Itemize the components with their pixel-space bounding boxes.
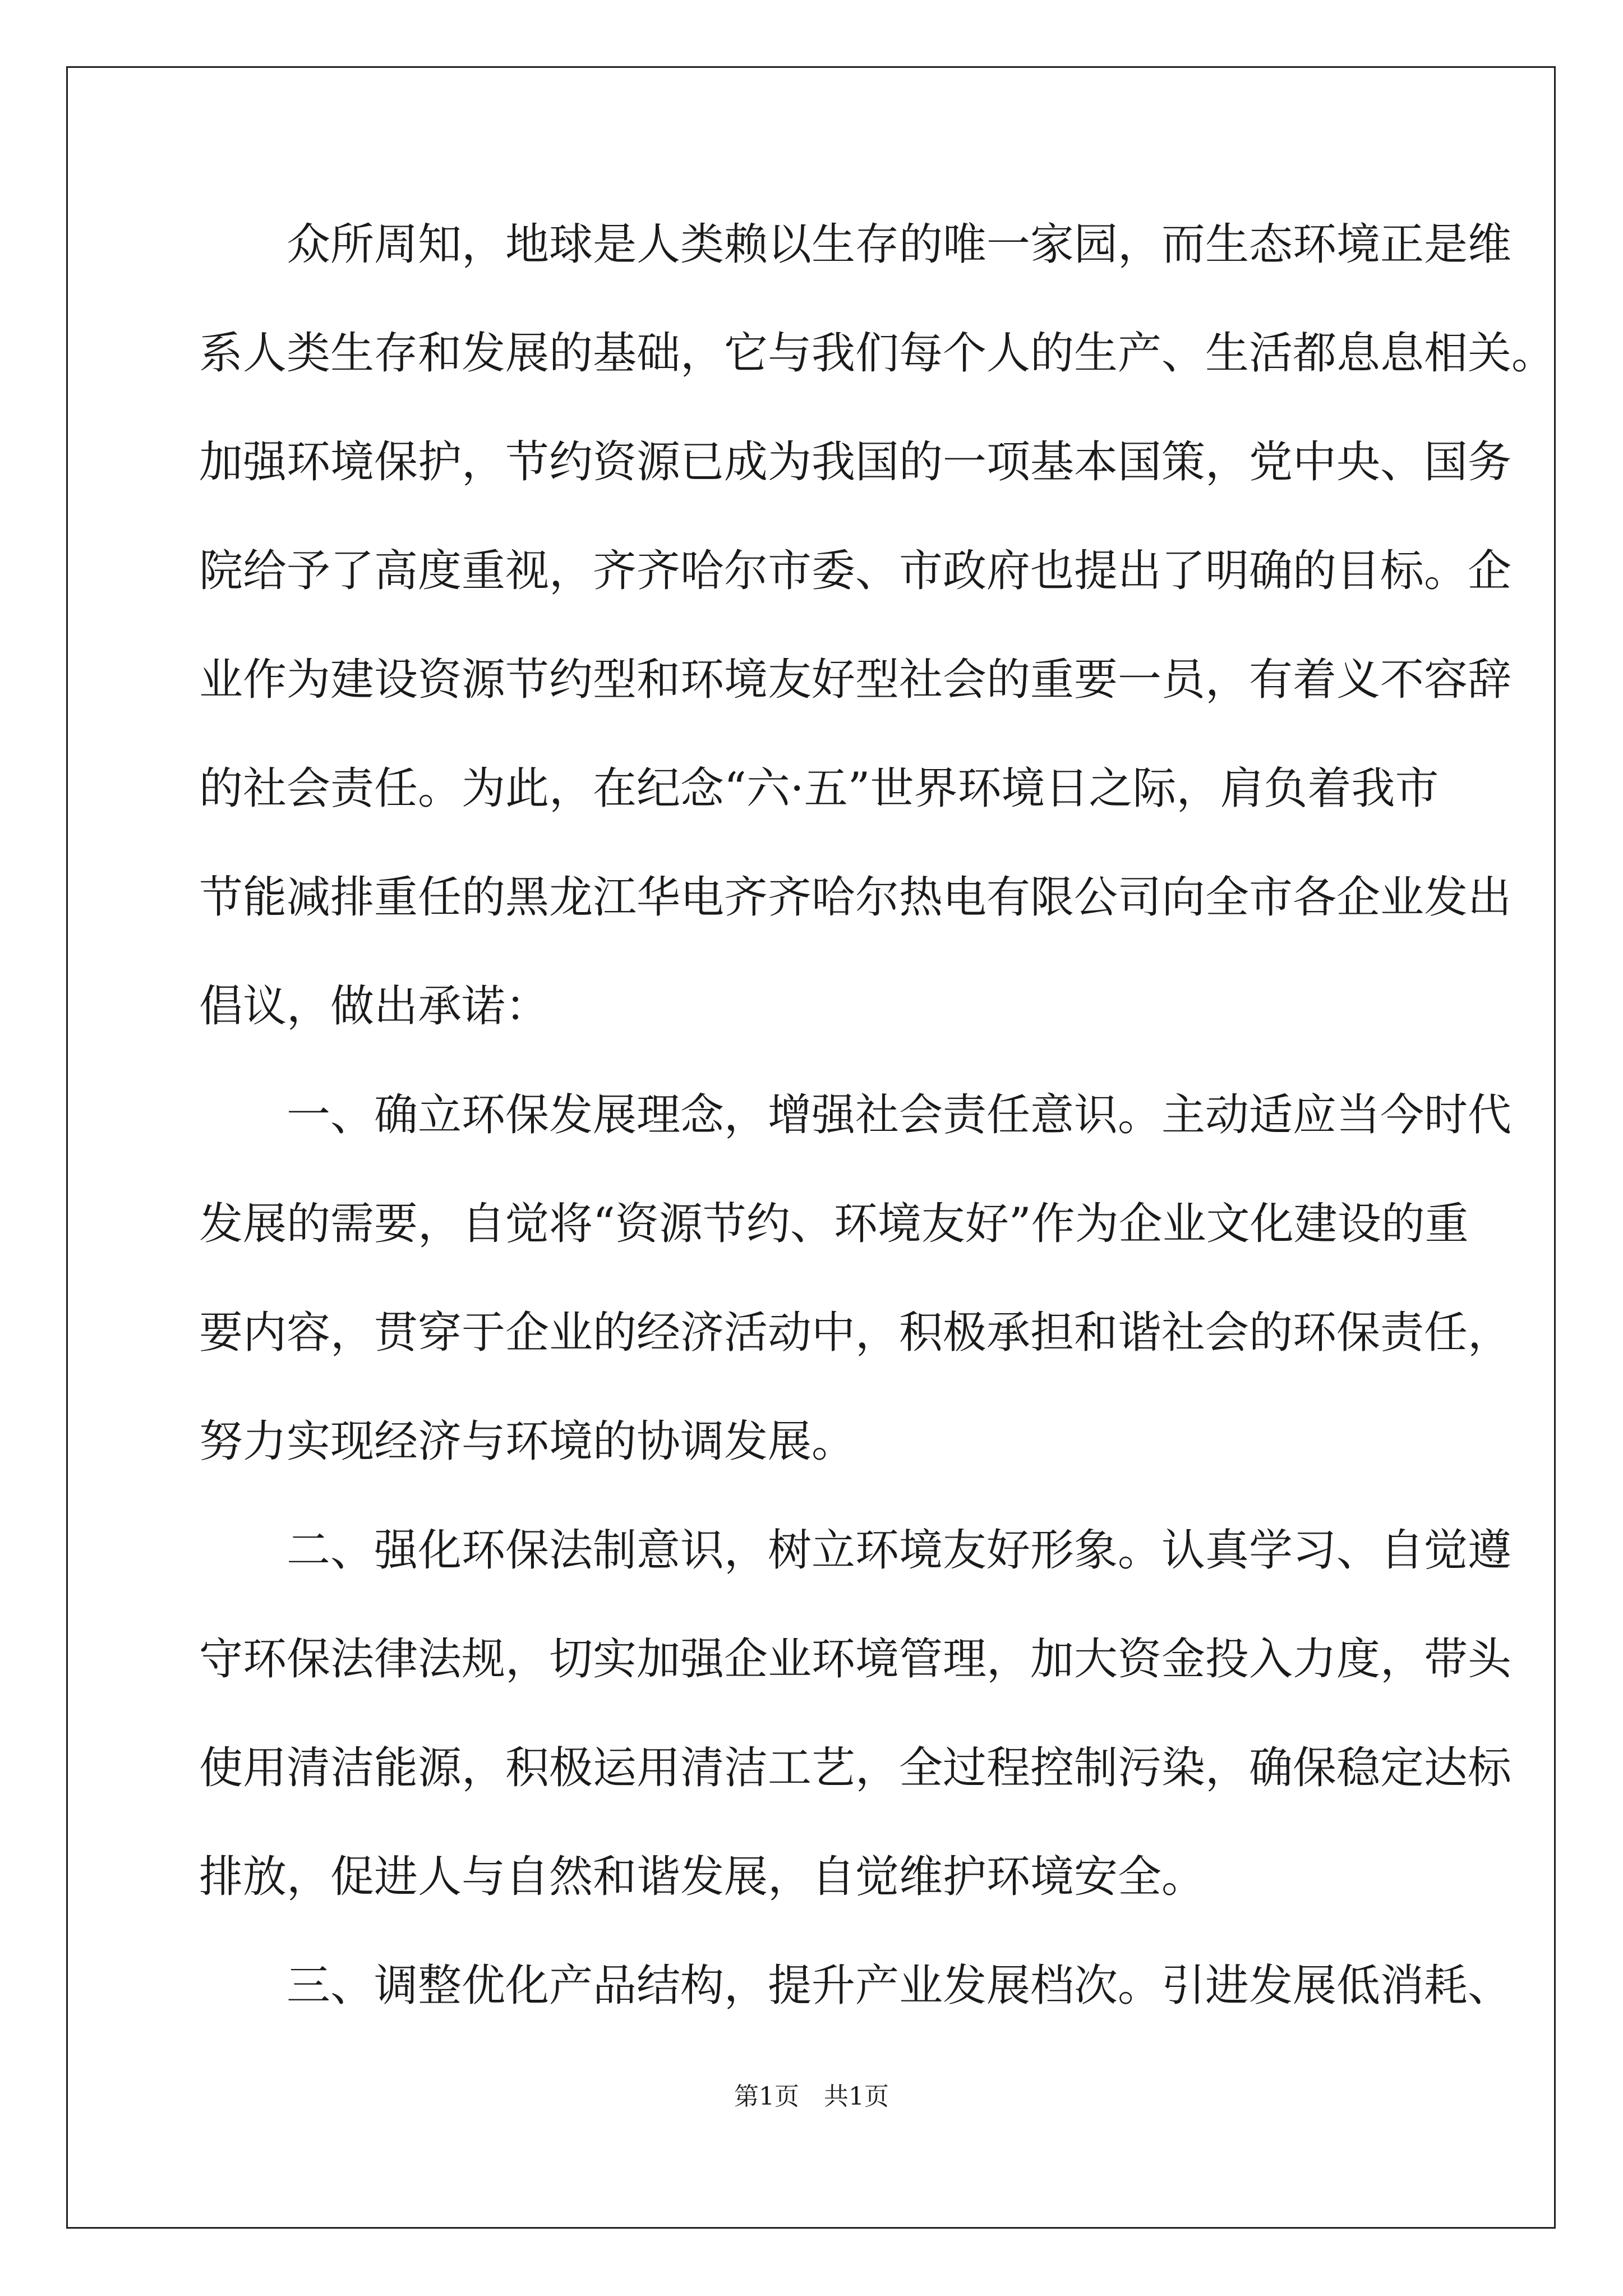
paragraph-line: 众所周知，地球是人类赖以生存的唯一家园，而生态环境正是维 xyxy=(199,219,1512,270)
paragraph-line: 排放，促进人与自然和谐发展，自觉维护环境安全。 xyxy=(199,1852,1206,1902)
paragraph-line: 二、强化环保法制意识，树立环境友好形象。认真学习、自觉遵 xyxy=(199,1525,1512,1576)
paragraph-line: 节能减排重任的黑龙江华电齐齐哈尔热电有限公司向全市各企业发出 xyxy=(199,872,1512,923)
paragraph-line: 业作为建设资源节约型和环境友好型社会的重要一员，有着义不容辞 xyxy=(199,655,1512,705)
paragraph-line: 倡议，做出承诺： xyxy=(199,981,550,1032)
paragraph-line: 要内容，贯穿于企业的经济活动中，积极承担和谐社会的环保责任， xyxy=(199,1308,1512,1358)
page-number-footer: 第1页 共1页 xyxy=(734,2082,889,2111)
paragraph-line: 使用清洁能源，积极运用清洁工艺，全过程控制污染，确保稳定达标 xyxy=(199,1743,1512,1793)
paragraph-line: 的社会责任。为此，在纪念“六·五”世界环境日之际，肩负着我市 xyxy=(199,763,1439,814)
paragraph-line: 三、调整优化产品结构，提升产业发展档次。引进发展低消耗、 xyxy=(199,1961,1512,2011)
paragraph-line: 努力实现经济与环境的协调发展。 xyxy=(199,1416,856,1467)
paragraph-line: 院给予了高度重视，齐齐哈尔市委、市政府也提出了明确的目标。企 xyxy=(199,546,1512,596)
paragraph-line: 系人类生存和发展的基础，它与我们每个人的生产、生活都息息相关。 xyxy=(199,328,1556,379)
paragraph-line: 发展的需要，自觉将“资源节约、环境友好”作为企业文化建设的重 xyxy=(199,1199,1469,1249)
paragraph-line: 一、确立环保发展理念，增强社会责任意识。主动适应当今时代 xyxy=(199,1090,1512,1140)
paragraph-line: 守环保法律法规，切实加强企业环境管理，加大资金投入力度，带头 xyxy=(199,1634,1512,1685)
paragraph-line: 加强环境保护，节约资源已成为我国的一项基本国策，党中央、国务 xyxy=(199,437,1512,487)
